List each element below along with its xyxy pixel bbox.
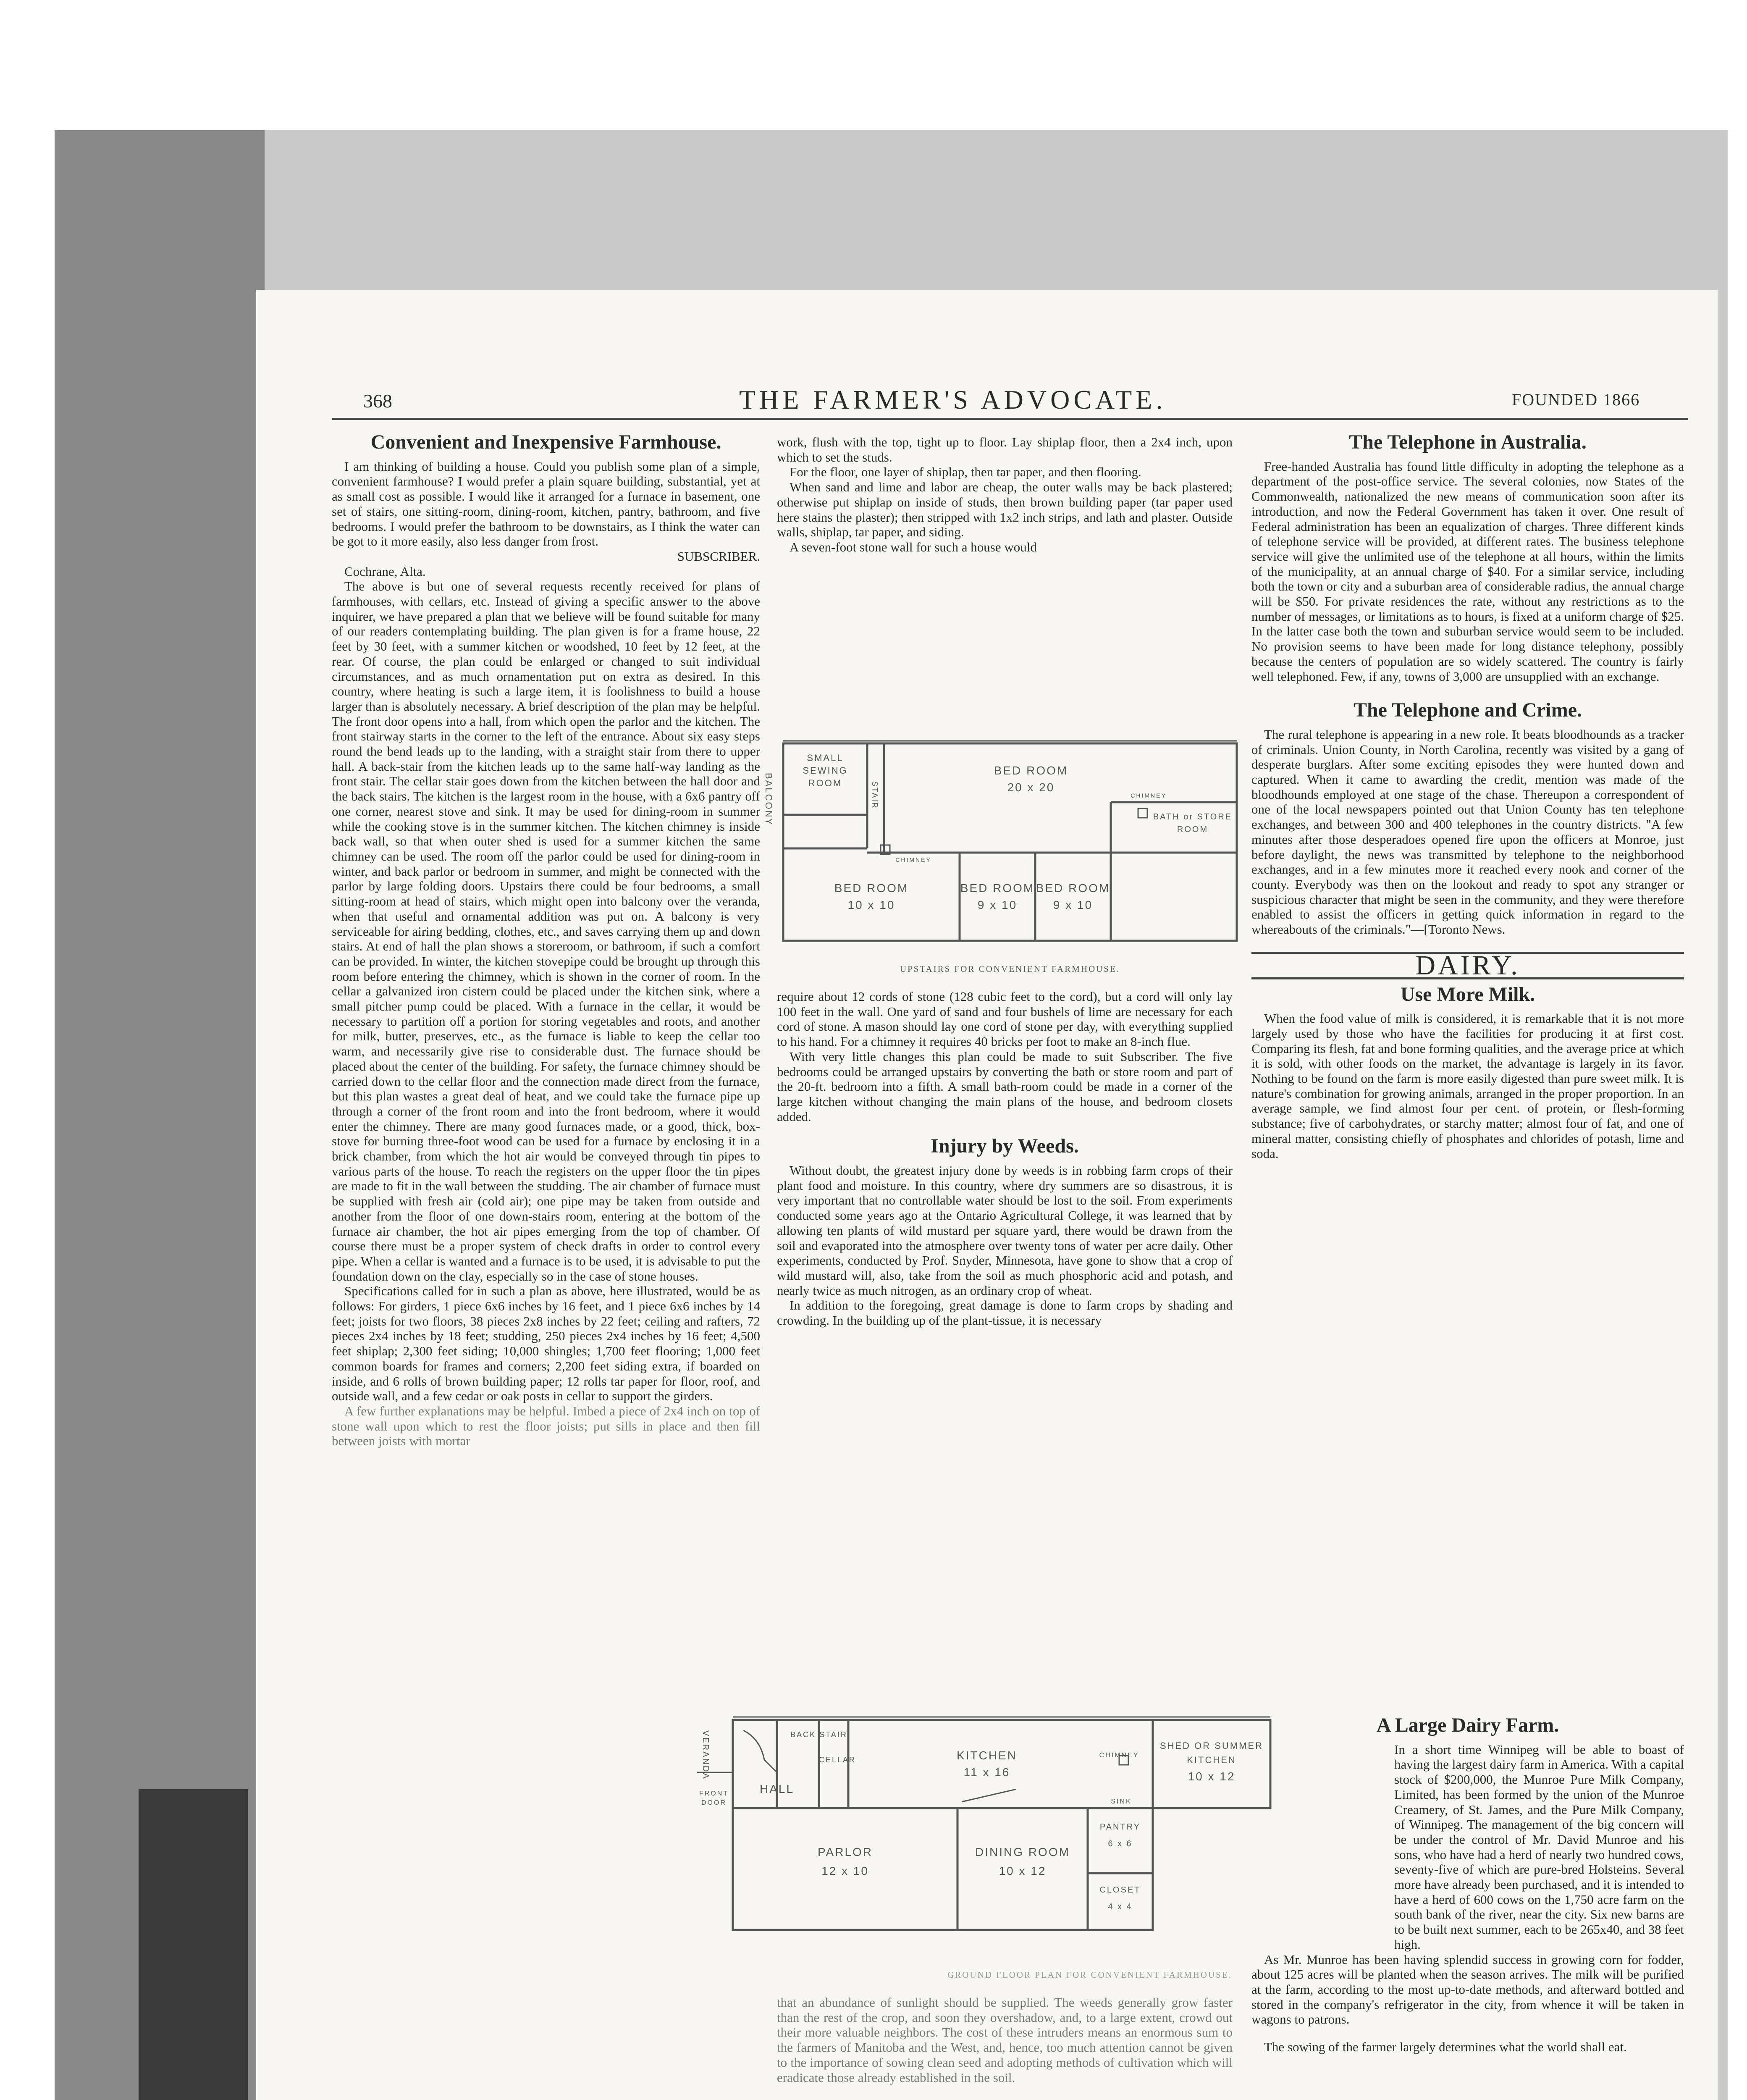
article-heading-use-more-milk: Use More Milk. (1400, 983, 1535, 1005)
dairy-farm-closing-line: The sowing of the farmer largely determines what the world shall eat. (1264, 2040, 1627, 2055)
header-rule (332, 418, 1688, 420)
large-bedroom-label: BED ROOM (994, 764, 1068, 777)
closet-size: 4 x 4 (1108, 1902, 1133, 1911)
col2-paragraph-4: A seven-foot stone wall for such a house would (790, 539, 1037, 554)
column-2-top (777, 435, 1233, 555)
kitchen-label: KITCHEN (957, 1749, 1017, 1762)
bedroom-1-size: 10 x 10 (847, 898, 895, 911)
chimney-label-2: CHIMNEY (1131, 792, 1167, 799)
dairy-farm-paragraph-1: In a short time Winnipeg will be able to boast of having the largest dairy farm in America. With a capital stock of $200,000, the Munroe Pure Milk Company, Limited, has been formed by the union of the Munroe Creamery, of St. James, and the Pure Milk Company, of Winnipeg. The management of the big concern will be under the control of Mr. David Munroe and his sons, who have had a herd of nearly two hundred cows, seventy-five of which are pure-bred Holsteins. Several more have already been purchased, and it is intended to have a herd of 600 cows on the 1,750 acre farm on the south bank of the river, near the city. Six new barns are to be built next summer, each to be 265x40, and 38 feet high. (1394, 1742, 1684, 1952)
col2-paragraph-3: When sand and lime and labor are cheap, the outer walls may be back plastered; otherwise put shiplap on inside of studs, then brown building paper (tar paper used here stains the plaster); then stripped with 1x2 inch strips, and lath and plaster. Outside walls, shiplap, tar paper, and siding. (777, 480, 1233, 540)
farmhouse-explanations: A few further explanations may be helpful. Imbed a piece of 2x4 inch on top of stone wall upon which to rest the floor joists; put sills in place and then fill between joists with mortar (332, 1404, 760, 1449)
parlor-label: PARLOR (817, 1845, 873, 1858)
dining-room-size: 10 x 12 (999, 1864, 1047, 1877)
closet-label: CLOSET (1099, 1885, 1141, 1895)
letter-paragraph: I am thinking of building a house. Could you publish some plan of a simple, convenient farmhouse? I would prefer a plain square building, substantial, yet at as small cost as possible. I would like it arranged for a furnace in basement, one set of stairs, one sitting-room, dining-room, kitchen, pantry, bathroom, and five bedrooms. I would prefer the bathroom to be downstairs, as I think the water can be got to it more easily, also less danger from frost. (332, 459, 760, 549)
column-3-dairy-farm (1251, 1714, 1684, 2055)
upstairs-plan-caption: UPSTAIRS FOR CONVENIENT FARMHOUSE. (900, 964, 1120, 974)
chimney-label: CHIMNEY (895, 856, 931, 863)
back-stair-label: BACK STAIR (790, 1730, 847, 1739)
chimney-label: CHIMNEY (1099, 1752, 1139, 1759)
pantry-size: 6 x 6 (1108, 1839, 1133, 1848)
letter-signature: SUBSCRIBER. (677, 549, 760, 564)
bedroom-2-size: 9 x 10 (977, 898, 1018, 911)
kitchen-size: 11 x 16 (963, 1766, 1010, 1779)
bedroom-1-label: BED ROOM (834, 882, 909, 895)
article-heading-weeds: Injury by Weeds. (931, 1135, 1079, 1158)
upstairs-floor-plan (758, 689, 1262, 958)
article-heading-telephone-crime: The Telephone and Crime. (1353, 699, 1582, 722)
column-2-bottom (777, 1995, 1233, 2085)
letter-place: Cochrane, Alta. (344, 564, 426, 579)
weeds-paragraph-3: that an abundance of sunlight should be supplied. The weeds generally grow faster than the rest of the crop, and soon they overshadow, and, to a large extent, crowd out their more valuable neighbors. The cost of these intruders means an enormous sum to the farmers of Manitoba and the West, and, hence, too much attention cannot be given to the importance of sowing clean seed and adopting methods of cultivation which will eradicate those already established in the soil. (777, 1995, 1233, 2085)
parlor-size: 12 x 10 (821, 1864, 869, 1877)
summer-kitchen-label: SHED OR SUMMER KITCHEN (1159, 1740, 1264, 1765)
col2-stone-paragraph: require about 12 cords of stone (128 cubic feet to the cord), but a cord will only lay 100 feet in the wall. One yard of sand and four bushels of lime are necessary for each cord of stone. A mason should lay one cord of stone per day, with everything supplied to his hand. For a chimney it requires 40 bricks per foot to make an 8-inch flue. (777, 989, 1233, 1049)
cellar-label: CELLAR (819, 1756, 856, 1764)
column-3 (1251, 431, 1684, 1161)
use-more-milk-paragraph: When the food value of milk is considered, it is remarkable that it is not more largely used by those who have the facilities for producing it at first cost. Comparing its flesh, fat and bone forming qualities, and the average price at which it is sold, with other foods on the market, the advantage is largely in its favor. Nothing to be found on the farm is more easily digested than pure sweet milk. It is nature's combination for growing animals, arranged in the proper proportion. In an average sample, we find almost four per cent. of protein, or flesh-forming substance; five of carbohydrates, or starchy matter; almost four of fat, and one of mineral matter, consisting chiefly of phosphates and chlorides of potash, lime and soda. (1251, 1011, 1684, 1161)
bedroom-2-label: BED ROOM (960, 882, 1035, 895)
weeds-paragraph-2: In addition to the foregoing, great damage is done to farm crops by shading and crowding. In the building up of the plant-tissue, it is necessary (777, 1298, 1233, 1328)
dairy-farm-paragraph-2: As Mr. Munroe has been having splendid success in growing corn for fodder, about 125 acres will be planted when the season arrives. The milk will be purified at the farm, according to the most up-to-date methods, and afterward bottled and stored in the company's refrigerator in the city, from whence it will be taken in wagons to patrons. (1251, 1952, 1684, 2027)
hall-label: HALL (759, 1782, 795, 1796)
founded-line: FOUNDED 1866 (1512, 390, 1640, 409)
col2-paragraph-2: For the floor, one layer of shiplap, then tar paper, and then flooring. (790, 465, 1141, 480)
telephone-australia-paragraph: Free-handed Australia has found little difficulty in adopting the telephone as a department of the post-office service. The several colonies, now States of the Commonwealth, nationalized the new means of communication soon after its introduction, and now the Federal Government has taken it over. One result of Federal administration has been an equalization of charges. Three different kinds of telephone service will be provided, at different rates. The business telephone service will give the unlimited use of the telephone at all hours, within the limits of the municipality, at an annual charge of $40. For a similar service, including both the town or city and a suburban area of considerable radius, the annual charge will be $50. For private residences the rate, without any restrictions as to the number of messages, or limitations as to hours, is fixed at a uniform charge of $25. In the latter case both the town and suburban service would seem to be included. No provision seems to have been made for long distance telephony, possibly because the centers of population are so widely scattered. The country is fairly well telephoned. Few, if any, towns of 3,000 are unsupplied with an exchange. (1251, 459, 1684, 684)
article-heading-farmhouse: Convenient and Inexpensive Farmhouse. (370, 431, 721, 453)
article-heading-telephone-australia: The Telephone in Australia. (1349, 431, 1587, 453)
newspaper-page (256, 290, 1718, 2100)
dining-room-label: DINING ROOM (975, 1845, 1070, 1858)
bedroom-3-label: BED ROOM (1036, 882, 1110, 895)
weeds-paragraph-1: Without doubt, the greatest injury done by weeds is in robbing farm crops of their plant food and moisture. In this country, where dry summers are so disastrous, it is very important that no controllable water should be lost to the soil. From experiments conducted some years ago at the Ontario Agricultural College, it was learned that by allowing ten plants of wild mustard per square yard, there would be drawn from the soil and evaporated into the atmosphere over twenty tons of water per acre daily. Other experiments, conducted by Prof. Snyder, Minnesota, have gone to show that a crop of wild mustard will, also, take from the soil as much phosphoric acid and potash, and nearly twice as much nitrogen, as an ordinary crop of wheat. (777, 1163, 1233, 1298)
article-heading-large-dairy-farm: A Large Dairy Farm. (1376, 1714, 1559, 1736)
book-spine (139, 1789, 248, 2100)
pantry-label: PANTRY (1099, 1822, 1141, 1832)
sink-label: SINK (1111, 1798, 1132, 1805)
column-1 (332, 431, 760, 1449)
front-door-label: FRONT DOOR (699, 1790, 729, 1806)
bedroom-3-size: 9 x 10 (1053, 898, 1093, 911)
masthead-title: THE FARMER'S ADVOCATE. (739, 385, 1167, 415)
veranda-label: VERANDA (701, 1730, 710, 1780)
balcony-label: BALCONY (763, 773, 774, 826)
farmhouse-specifications: Specifications called for in such a plan as above, here illustrated, would be as follows: For girders, 1 piece 6x6 inches by 16 feet, and 1 piece 6x6 inches by 14 feet; joists for two floors, 38 pieces 2x8 inches by 22 feet; ceiling and rafters, 72 pieces 2x4 inches by 18 feet; studding, 250 pieces 2x4 inches by 16 feet; 4,500 feet shiplap; 2,300 feet siding; 10,000 shingles; 1,700 feet flooring; 1,000 feet common boards for frames and corners; 2,200 feet siding extra, if boarded on inside, and 6 rolls of brown building paper; 12 rolls tar paper for floor, roof, and outside wall, and a few cedar or oak posts in cellar to support the girders. (332, 1284, 760, 1404)
farmhouse-paragraph-2: The above is but one of several requests recently received for plans of farmhouses, with cellars, etc. Instead of giving a specific answer to the above inquirer, we have prepared a plan that we believe will be found suitable for many of our readers contemplating building. The plan given is for a frame house, 22 feet by 30 feet, with a summer kitchen or woodshed, 10 feet by 12 feet, at the rear. Of course, the plan could be enlarged or changed to suit individual circumstances, and as much ornamentation put on extra as desired. In this country, where heating is such a large item, it is foolishness to build a house larger than is absolutely necessary. A brief description of the plan may be helpful. The front door opens into a hall, from which open the parlor and the kitchen. The front stairway starts in the corner to the left of the entrance. About six easy steps round the bend leads up to the landing, with a straight stair from there to upper hall. A back-stair from the kitchen leads up to the same half-way landing as the front stair. The cellar stair goes down from the kitchen between the hall door and the back stairs. The kitchen is the largest room in the house, with a 6x6 pantry off one corner, nearest stove and sink. It may be used for dining-room in summer while the cooking stove is in the summer kitchen. The kitchen chimney is inside back wall, so that when outer shed is used for a summer kitchen the same chimney can be used. The room off the parlor could be used for dining-room in winter, and back parlor or bedroom in summer, and might be connected with the parlor by large folding doors. Upstairs there could be four bedrooms, a small sitting-room at head of stairs, which might open into balcony over the veranda, when that useful and ornamental addition was put on. A balcony is very serviceable for airing bedding, clothes, etc., and saves carrying them up and down stairs. At end of hall the plan shows a storeroom, or bathroom, if such a comfort can be provided. In winter, the kitchen stovepipe could be brought up through this room before entering the chimney, which is shown in the corner of room. In the cellar a galvanized iron cistern could be placed under the kitchen sink, where a small pitcher pump could be placed. With a furnace in the cellar, it would be necessary to partition off a portion for storing vegetables and roots, and another for milk, butter, preserves, etc., as the furnace is liable to keep the cellar too warm, and necessarily give rise to considerable dust. The furnace should be placed about the center of the building. For safety, the furnace chimney should be carried down to the cellar floor and the connection made direct from the furnace, but this plan wastes a great deal of heat, and we could take the furnace pipe up through a corner of the front room and into the front bedroom, where it would enter the chimney. There are many good furnaces made, or a good, thick, box-stove for burning three-foot wood can be used for a furnace by enclosing it in a brick chamber, from which the hot air would be conveyed through tin pipes to various parts of the house. To reach the registers on the upper floor the tin pipes are made to fit in the wall between the studding. The air chamber of furnace must be supplied with fresh air (cold air); one pipe may be taken from outside and another from the floor of one down-stairs room, entering at the bottom of the furnace air chamber, the hot air pipes emerging from the top of chamber. Of course there must be a proper system of check drafts in order to control every pipe. When a cellar is wanted and a furnace is to be used, it is advisable to put the foundation down on the clay, especially so in the case of stone houses. (332, 579, 760, 1284)
telephone-crime-paragraph: The rural telephone is appearing in a new role. It beats bloodhounds as a tracker of criminals. Union County, in North Carolina, recently was visited by a gang of desperate burglars. After some exciting episodes they were hunted down and captured. When it came to awarding the credit, mention was made of the bloodhounds employed at one stage of the chase. Thereupon a correspondent of one of the local newspapers pointed out that Union County has ten telephone exchanges, and between 300 and 400 telephones in the country districts. "A few minutes after those desperadoes opened fire upon the officers at Monroe, just before daylight, the news was transmitted by telephone to the neighborhood exchanges, and in a few minutes more it reached every nook and corner of the county. Everybody was then on the lookout and ready to spot any stranger or suspicious character that might be seen in the community, and they were therefore enabled to assist the officers in getting quick information in regard to the whereabouts of the criminals."—[Toronto News. (1251, 727, 1684, 937)
dairy-section-label: DAIRY. (1415, 950, 1520, 981)
stair-label: STAIR (871, 781, 879, 809)
ground-plan-caption: GROUND FLOOR PLAN FOR CONVENIENT FARMHOUSE. (947, 1970, 1232, 1980)
column-2-middle (777, 989, 1233, 1328)
page-number: 368 (363, 390, 392, 412)
col2-changes-paragraph: With very little changes this plan could be made to suit Subscriber. The five bedrooms could be arranged upstairs by converting the bath or store room and part of the 20-ft. bedroom into a fifth. A small bath-room could be made in a corner of the large kitchen without changing the main plans of the house, and bedroom closets added. (777, 1049, 1233, 1124)
large-bedroom-size: 20 x 20 (1007, 781, 1055, 794)
col2-paragraph-1: work, flush with the top, tight up to floor. Lay shiplap floor, then a 2x4 inch, upon which to set the studs. (777, 435, 1233, 465)
summer-kitchen-size: 10 x 12 (1188, 1770, 1235, 1783)
bath-store-room-label: BATH or STORE ROOM (1153, 812, 1233, 834)
sewing-room-label: SMALL SEWING ROOM (803, 753, 848, 788)
